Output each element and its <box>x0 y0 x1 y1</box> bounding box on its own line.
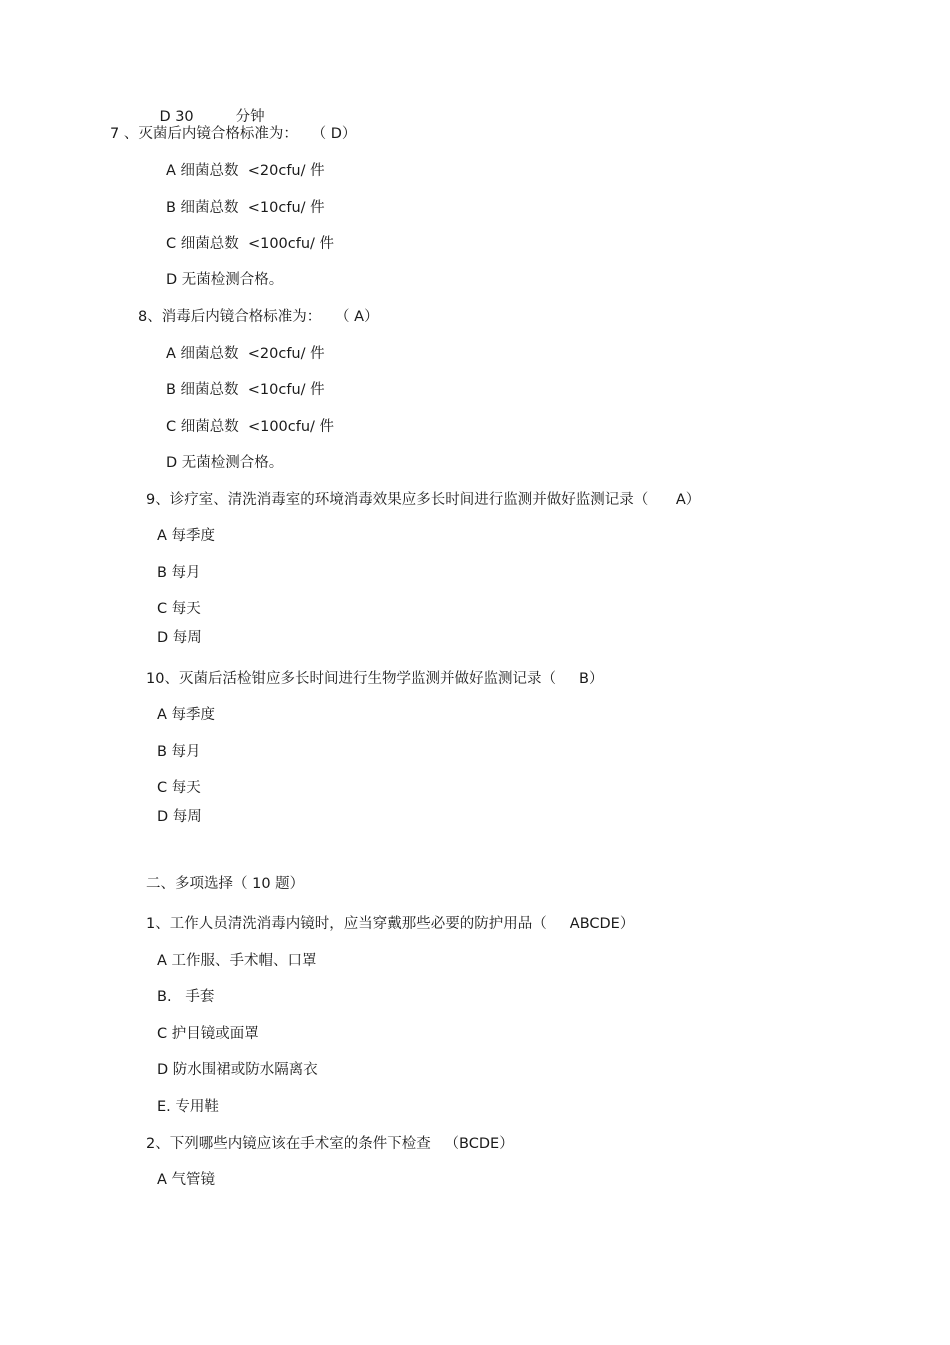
m2-option-a: A 气管镜 <box>157 1172 216 1188</box>
m1-option-b: B. 手套 <box>157 989 215 1005</box>
q7-option-b: B 细菌总数 <10cfu/ 件 <box>166 200 325 216</box>
q7-option-c: C 细菌总数 <100cfu/ 件 <box>166 236 335 252</box>
multi-question-2: 2、下列哪些内镜应该在手术室的条件下检查 （BCDE） <box>146 1136 514 1152</box>
q9-option-d: D 每周 <box>157 630 202 646</box>
option-unit: 分钟 <box>235 109 265 125</box>
question-9: 9、诊疗室、清洗消毒室的环境消毒效果应多长时间进行监测并做好监测记录（ A） <box>146 492 701 508</box>
section-title: 二、多项选择（ 10 题） <box>146 876 305 892</box>
m1-option-e: E. 专用鞋 <box>157 1099 219 1115</box>
question-10: 10、灭菌后活检钳应多长时间进行生物学监测并做好监测记录（ B） <box>146 671 604 687</box>
question-8: 8、消毒后内镜合格标准为： （ A） <box>138 309 379 325</box>
q10-option-c: C 每天 <box>157 780 201 796</box>
m1-option-c: C 护目镜或面罩 <box>157 1026 259 1042</box>
q7-option-a: A 细菌总数 <20cfu/ 件 <box>166 163 325 179</box>
q10-option-a: A 每季度 <box>157 707 216 723</box>
q7-option-d: D 无菌检测合格。 <box>166 272 284 288</box>
q9-option-b: B 每月 <box>157 565 201 581</box>
question-7: 7 、灭菌后内镜合格标准为： （ D） <box>110 126 357 142</box>
option-label: D 30 <box>159 109 194 125</box>
q10-option-b: B 每月 <box>157 744 201 760</box>
q8-option-d: D 无菌检测合格。 <box>166 455 284 471</box>
q8-option-c: C 细菌总数 <100cfu/ 件 <box>166 419 335 435</box>
m1-option-d: D 防水围裙或防水隔离衣 <box>157 1062 318 1078</box>
m1-option-a: A 工作服、手术帽、口罩 <box>157 953 317 969</box>
q9-option-a: A 每季度 <box>157 528 216 544</box>
q8-option-b: B 细菌总数 <10cfu/ 件 <box>166 382 325 398</box>
q8-option-a: A 细菌总数 <20cfu/ 件 <box>166 346 325 362</box>
q9-option-c: C 每天 <box>157 601 201 617</box>
q10-option-d: D 每周 <box>157 809 202 825</box>
multi-question-1: 1、工作人员清洗消毒内镜时，应当穿戴那些必要的防护用品（ ABCDE） <box>146 916 635 932</box>
